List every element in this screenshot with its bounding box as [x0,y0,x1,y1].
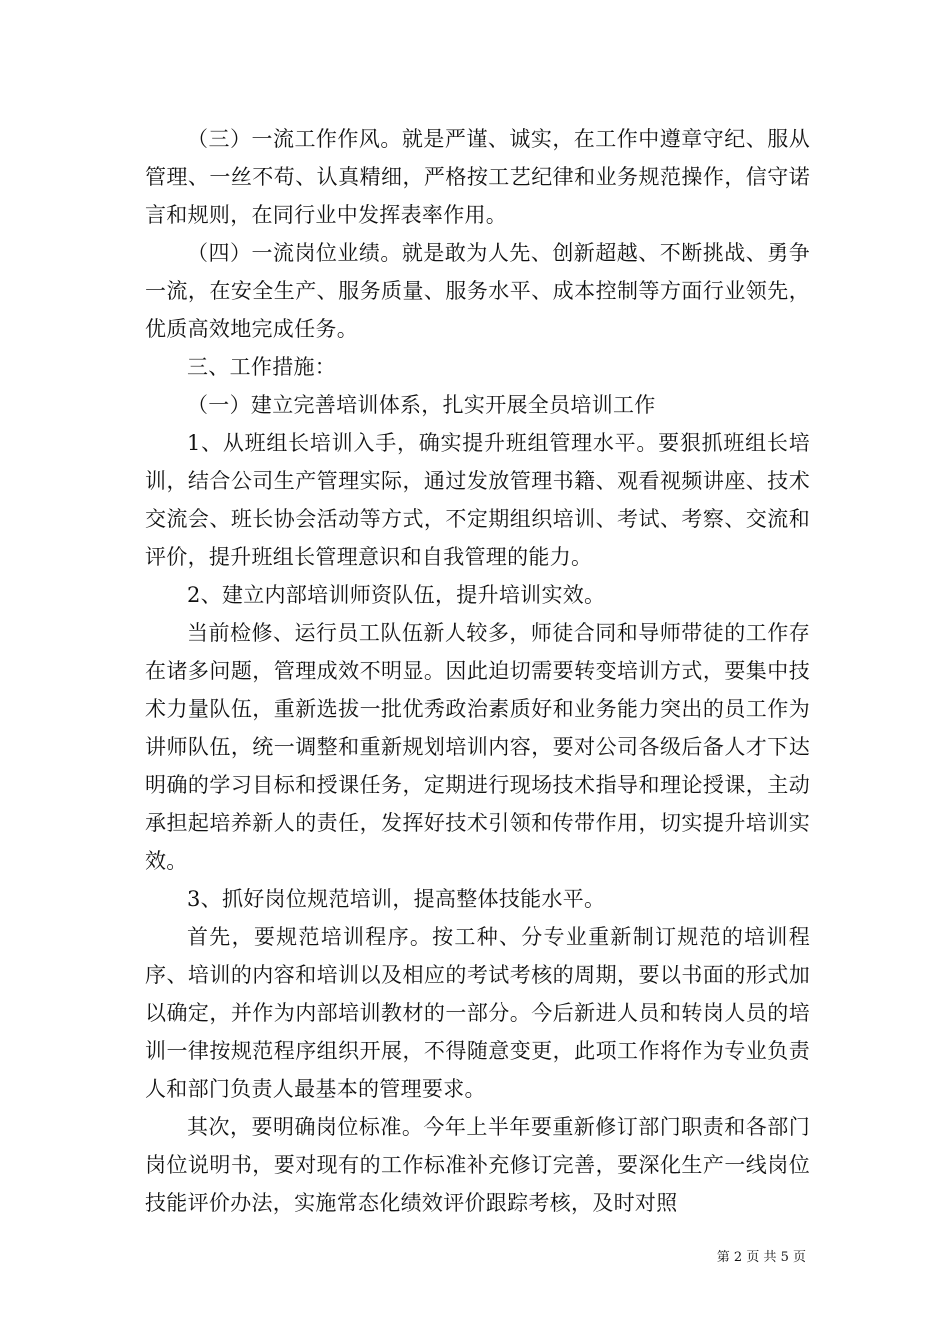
paragraph-first-class-performance: （四）一流岗位业绩。就是敢为人先、创新超越、不断挑战、勇争一流，在安全生产、服务质量、服务水平、成本控制等方面行业领先，优质高效地完成任务。 [145,241,810,341]
paragraph-post-standards: 其次，要明确岗位标准。今年上半年要重新修订部门职责和各部门岗位说明书，要对现有的工作标准补充修订完善，要深化生产一线岗位技能评价办法，实施常态化绩效评价跟踪考核，及时对照 [145,1115,810,1215]
section-heading-work-measures: 三、工作措施： [187,355,337,379]
document-body [145,120,810,1222]
item-heading-internal-trainers: 2、建立内部培训师资队伍，提升培训实效。 [187,583,606,607]
paragraph-training-procedure: 首先，要规范培训程序。按工种、分专业重新制订规范的培训程序、培训的内容和培训以及相应的考试考核的周期，要以书面的形式加以确定，并作为内部培训教材的一部分。今后新进人员和转岗人员的培训一律按规范程序组织开展，不得随意变更，此项工作将作为专业负责人和部门负责人最基本的管理要求。 [145,925,810,1101]
item-heading-post-standard-training: 3、抓好岗位规范培训，提高整体技能水平。 [187,887,606,911]
paragraph-team-leader-training: 1、从班组长培训入手，确实提升班组管理水平。要狠抓班组长培训，结合公司生产管理实际，通过发放管理书籍、观看视频讲座、技术交流会、班长协会活动等方式，不定期组织培训、考试、考察、交流和评价，提升班组长管理意识和自我管理的能力。 [145,431,810,569]
subsection-heading-training-system: （一）建立完善培训体系，扎实开展全员培训工作 [187,393,656,417]
paragraph-first-class-work-style: （三）一流工作作风。就是严谨、诚实，在工作中遵章守纪、服从管理、一丝不苟、认真精细，严格按工艺纪律和业务规范操作，信守诺言和规则，在同行业中发挥表率作用。 [145,127,810,227]
paragraph-internal-trainers: 当前检修、运行员工队伍新人较多，师徒合同和导师带徒的工作存在诸多问题，管理成效不明显。因此迫切需要转变培训方式，要集中技术力量队伍，重新选拔一批优秀政治素质好和业务能力突出的员工作为讲师队伍，统一调整和重新规划培训内容，要对公司各级后备人才下达明确的学习目标和授课任务，定期进行现场技术指导和理论授课，主动承担起培养新人的责任，发挥好技术引领和传带作用，切实提升培训实效。 [145,621,810,873]
page-number-footer: 第 2 页 共 5 页 [716,1250,806,1265]
